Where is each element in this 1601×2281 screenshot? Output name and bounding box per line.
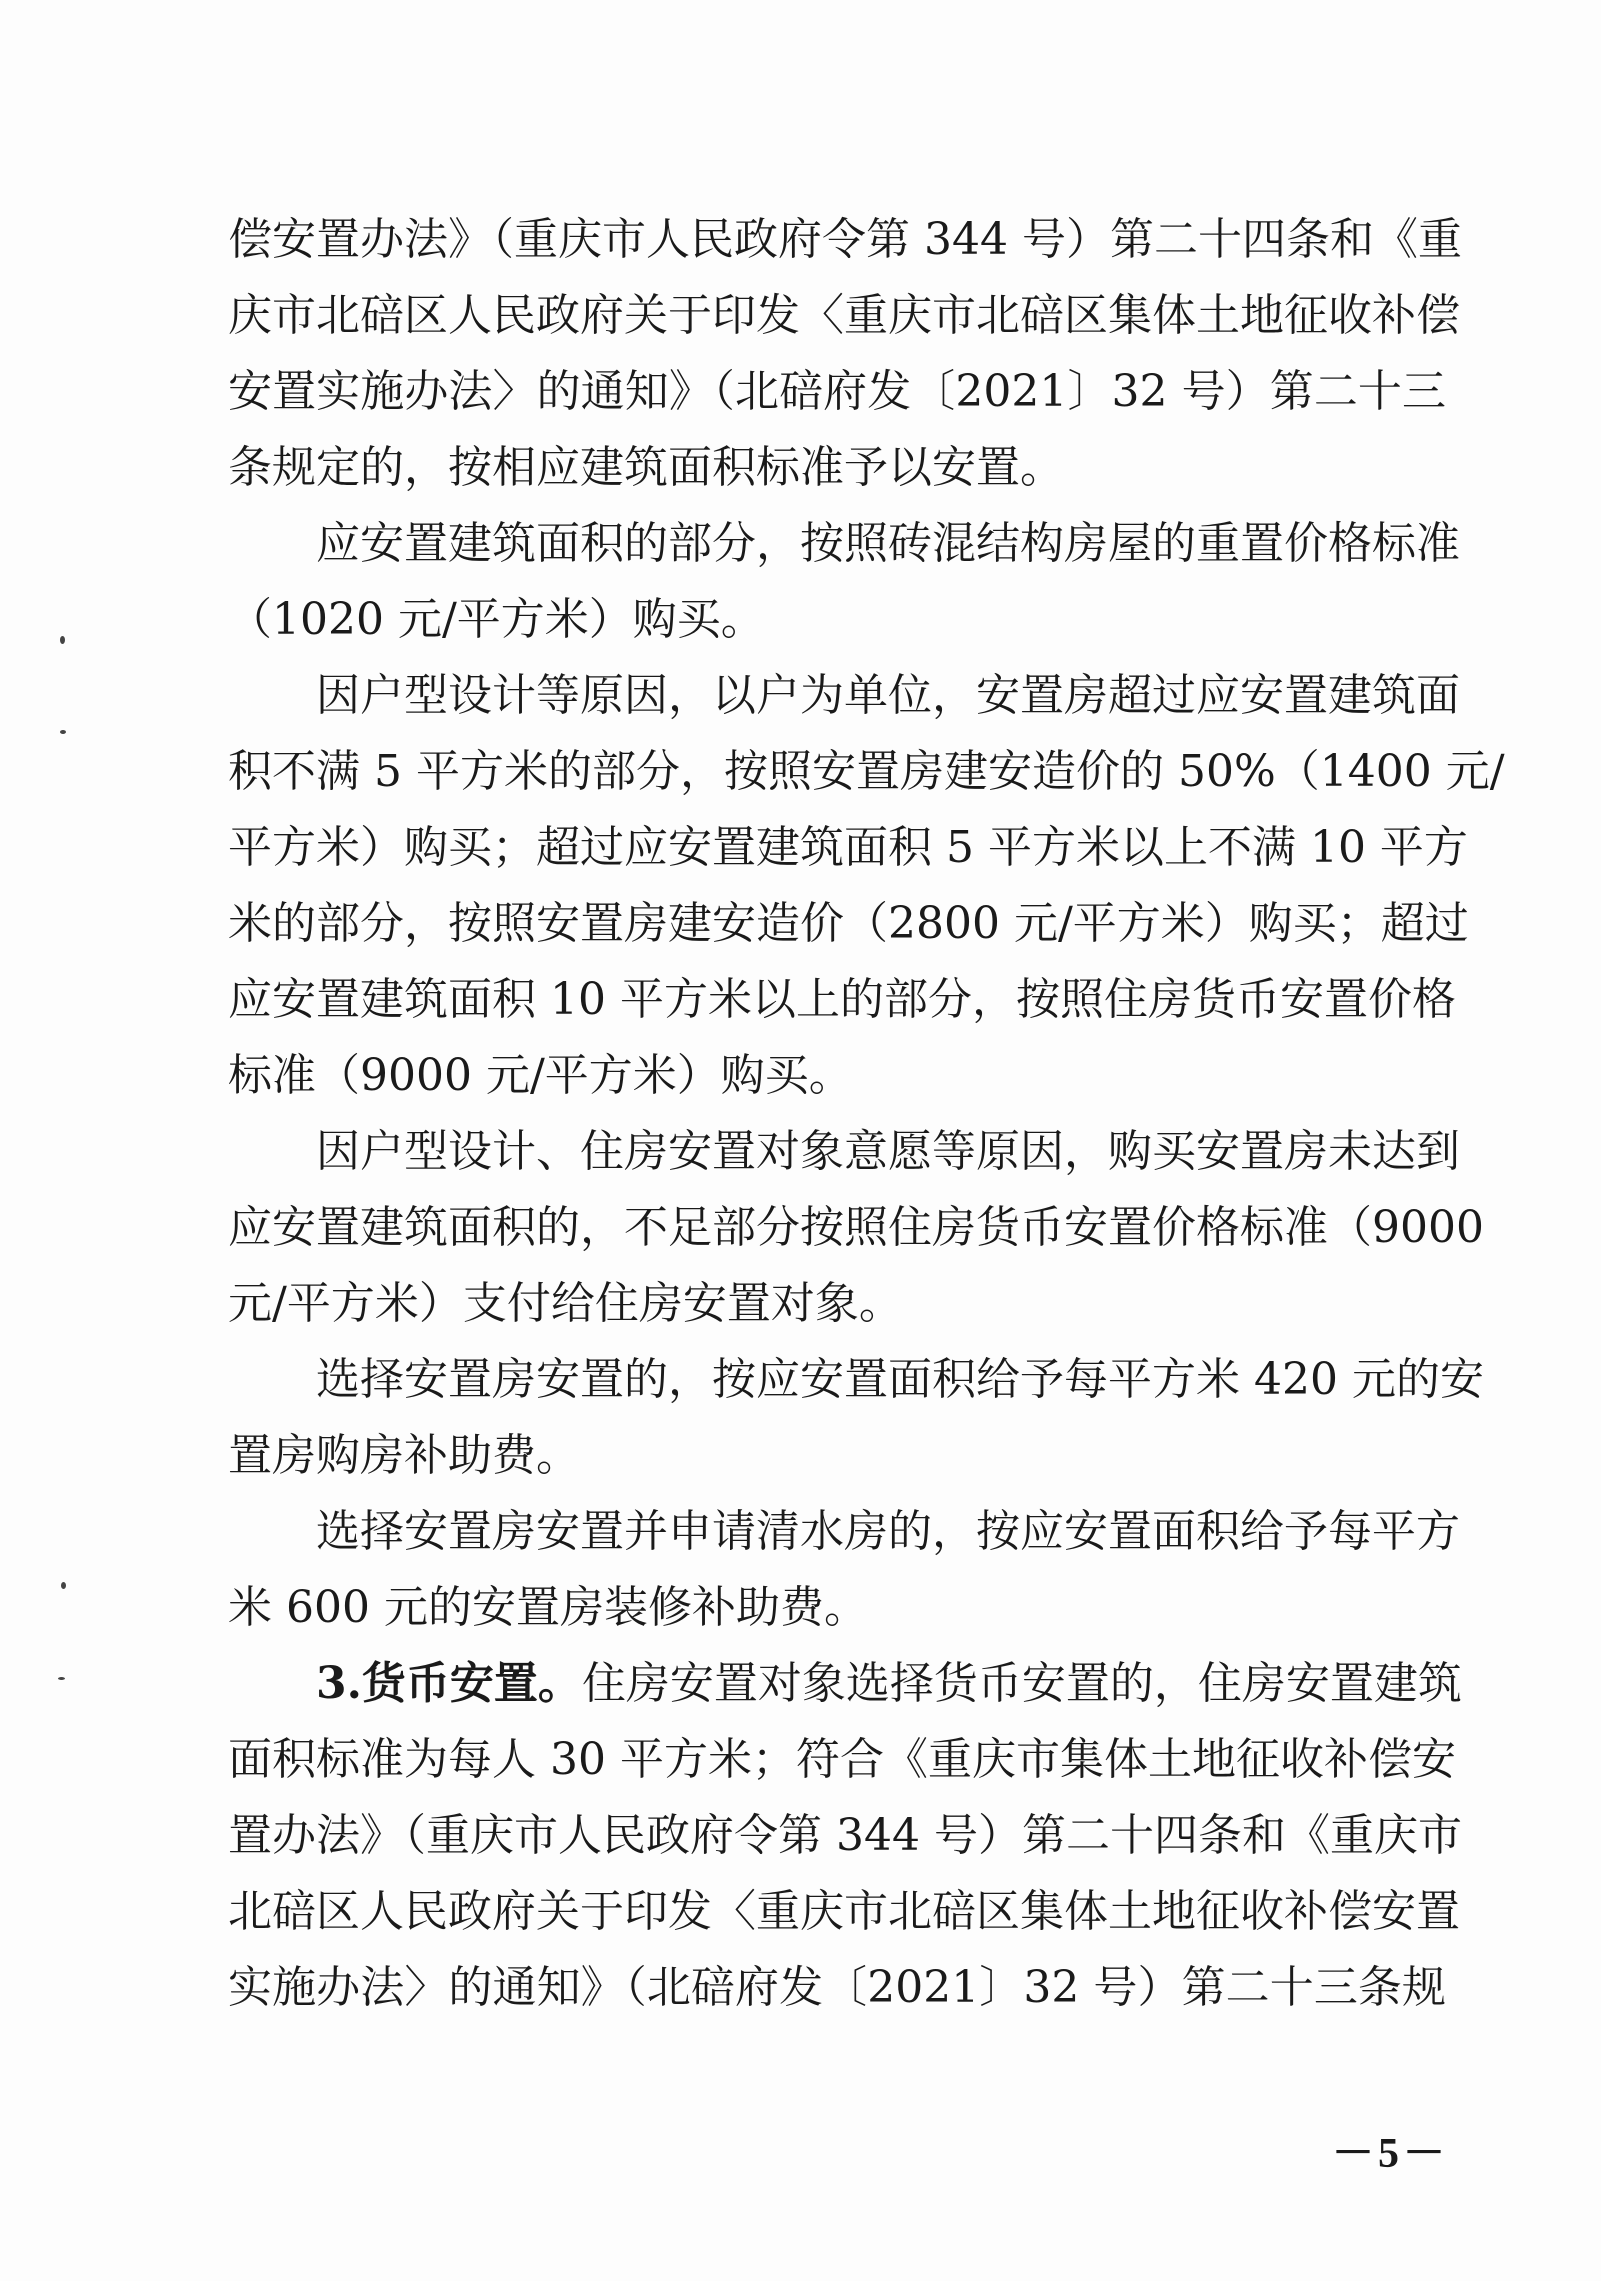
paragraph (228, 1494, 1460, 1646)
paragraph (228, 506, 1460, 658)
paragraph (228, 1114, 1484, 1342)
text-line: 平方米）购买；超过应安置建筑面积 5 平方米以上不满 10 平方 (228, 822, 1468, 873)
text-line: 应安置建筑面积 10 平方米以上的部分，按照住房货币安置价格 (228, 974, 1456, 1025)
scan-speck (60, 636, 65, 644)
text-line: 因户型设计、住房安置对象意愿等原因，购买安置房未达到 (316, 1126, 1460, 1177)
text-line: 应安置建筑面积的部分，按照砖混结构房屋的重置价格标准 (316, 518, 1460, 569)
text-line: 偿安置办法》（重庆市人民政府令第 344 号）第二十四条和《重 (228, 214, 1462, 265)
text-line: 因户型设计等原因，以户为单位，安置房超过应安置建筑面 (316, 670, 1460, 721)
text-line: 标准（9000 元/平方米）购买。 (228, 1050, 853, 1101)
text-line: 元/平方米）支付给住房安置对象。 (228, 1278, 903, 1329)
paragraph (228, 658, 1505, 1114)
text-line: 安置实施办法〉的通知》（北碚府发〔2021〕32 号）第二十三 (228, 366, 1446, 417)
document-body (228, 202, 1505, 2026)
scan-speck (60, 730, 66, 734)
text-line: 米的部分，按照安置房建安造价（2800 元/平方米）购买；超过 (228, 898, 1469, 949)
scan-speck (61, 1582, 66, 1589)
text-line: 选择安置房安置并申请清水房的，按应安置面积给予每平方 (316, 1506, 1460, 1557)
text-line: 条规定的，按相应建筑面积标准予以安置。 (228, 442, 1064, 493)
text-line: 北碚区人民政府关于印发〈重庆市北碚区集体土地征收补偿安置 (228, 1886, 1460, 1937)
text-line: （1020 元/平方米）购买。 (228, 594, 765, 645)
page-number: －5－ (1331, 2131, 1449, 2177)
text-line (228, 1646, 1462, 1722)
text-line: 积不满 5 平方米的部分，按照安置房建安造价的 50%（1400 元/ (228, 746, 1505, 797)
text-line: 实施办法〉的通知》（北碚府发〔2021〕32 号）第二十三条规 (228, 1962, 1446, 2013)
scan-speck (58, 1677, 65, 1680)
text-line: 选择安置房安置的，按应安置面积给予每平方米 420 元的安 (316, 1354, 1484, 1405)
paragraph (228, 202, 1462, 506)
text-line: 庆市北碚区人民政府关于印发〈重庆市北碚区集体土地征收补偿 (228, 290, 1460, 341)
text-line: 面积标准为每人 30 平方米；符合《重庆市集体土地征收补偿安 (228, 1734, 1456, 1785)
text-line: 置房购房补助费。 (228, 1430, 580, 1481)
paragraph (228, 1646, 1462, 2026)
text-line: 米 600 元的安置房装修补助费。 (228, 1582, 868, 1633)
text-line: 应安置建筑面积的，不足部分按照住房货币安置价格标准（9000 (228, 1202, 1484, 1253)
paragraph (228, 1342, 1484, 1494)
text-run: 住房安置对象选择货币安置的，住房安置建筑 (581, 1658, 1462, 1709)
text-line: 置办法》（重庆市人民政府令第 344 号）第二十四条和《重庆市 (228, 1810, 1462, 1861)
section-heading: 3.货币安置。 (316, 1658, 582, 1709)
